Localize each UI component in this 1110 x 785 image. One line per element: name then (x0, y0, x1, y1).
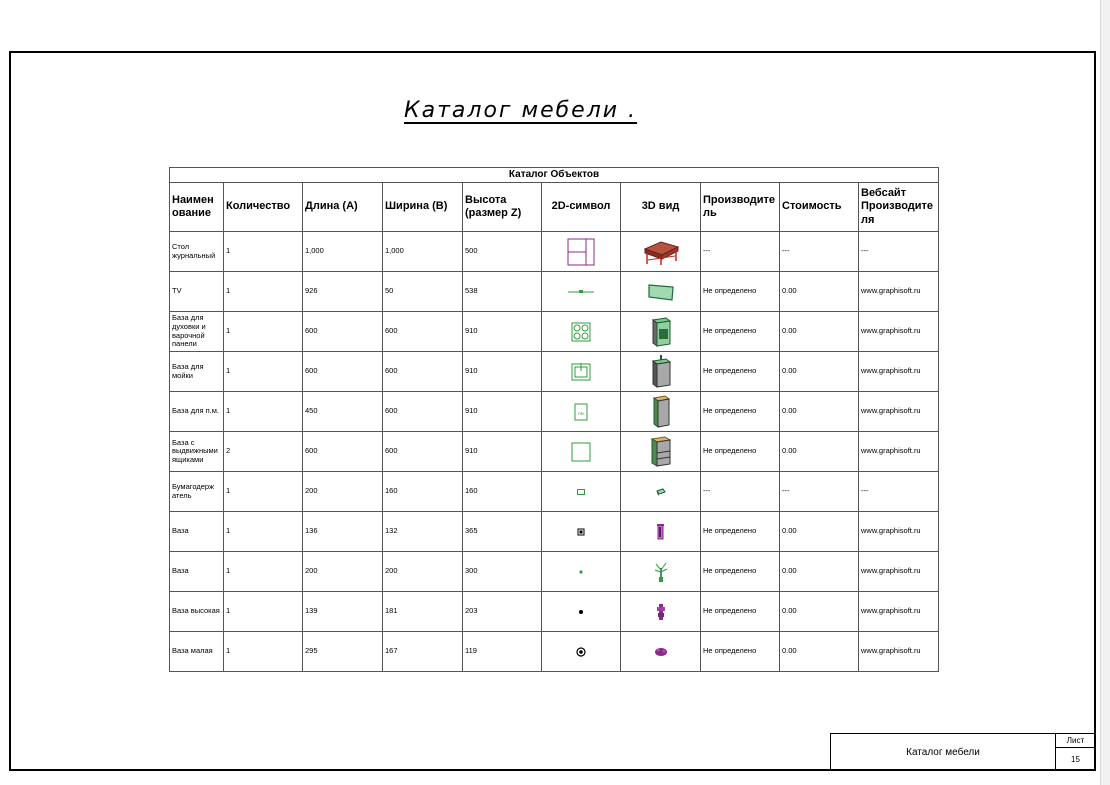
cell-length: 600 (303, 432, 383, 472)
cell-2d-symbol (542, 592, 621, 632)
table-row (170, 632, 939, 672)
cell-name: Ваза (170, 552, 224, 592)
title-block-sheet-number: 15 (1071, 755, 1080, 764)
cell-quantity: 1 (224, 392, 303, 432)
cell-2d-symbol (542, 392, 621, 432)
cell-cost: 0.00 (780, 352, 859, 392)
column-header-website: Вебсайт Производите ля (859, 183, 939, 232)
tv-plan-icon (542, 287, 620, 297)
table-row (170, 312, 939, 352)
cell-width: 1,000 (383, 232, 463, 272)
cell-2d-symbol (542, 552, 621, 592)
cell-3d-view (621, 232, 701, 272)
cell-length: 600 (303, 312, 383, 352)
cell-3d-view (621, 512, 701, 552)
cell-website: www.graphisoft.ru (859, 512, 939, 552)
cell-2d-symbol (542, 232, 621, 272)
table-row (170, 392, 939, 432)
cell-3d-view (621, 272, 701, 312)
cell-2d-symbol (542, 432, 621, 472)
cell-height: 910 (463, 432, 542, 472)
cell-cost: 0.00 (780, 392, 859, 432)
sink-3d-icon (621, 354, 700, 390)
svg-text:пм: пм (578, 410, 584, 416)
cell-manufacturer: --- (701, 472, 780, 512)
cell-height: 365 (463, 512, 542, 552)
cell-website: --- (859, 232, 939, 272)
cell-2d-symbol (542, 352, 621, 392)
cell-quantity: 1 (224, 512, 303, 552)
cell-2d-symbol (542, 632, 621, 672)
vase-3d-icon (621, 522, 700, 542)
cell-website: www.graphisoft.ru (859, 632, 939, 672)
table-row (170, 592, 939, 632)
cell-cost: --- (780, 472, 859, 512)
cell-3d-view (621, 592, 701, 632)
title-block-sheet-label: Лист (1056, 734, 1095, 748)
column-header-quantity: Количество (224, 183, 303, 232)
cell-length: 200 (303, 472, 383, 512)
cell-height: 910 (463, 312, 542, 352)
cell-length: 600 (303, 352, 383, 392)
cell-width: 50 (383, 272, 463, 312)
cell-width: 132 (383, 512, 463, 552)
table-row (170, 552, 939, 592)
cell-height: 119 (463, 632, 542, 672)
cell-cost: --- (780, 232, 859, 272)
cell-length: 295 (303, 632, 383, 672)
cell-name: TV (170, 272, 224, 312)
catalog-table (169, 167, 939, 672)
vase-tall-3d-icon (621, 602, 700, 622)
cell-2d-symbol (542, 272, 621, 312)
cell-name: Ваза (170, 512, 224, 552)
cell-height: 203 (463, 592, 542, 632)
cell-quantity: 1 (224, 472, 303, 512)
cell-website: www.graphisoft.ru (859, 352, 939, 392)
table-row (170, 512, 939, 552)
cell-website: www.graphisoft.ru (859, 312, 939, 352)
cell-cost: 0.00 (780, 432, 859, 472)
vertical-scrollbar[interactable] (1100, 0, 1110, 785)
cell-height: 538 (463, 272, 542, 312)
cell-3d-view (621, 552, 701, 592)
cell-cost: 0.00 (780, 552, 859, 592)
cell-website: www.graphisoft.ru (859, 392, 939, 432)
cell-cost: 0.00 (780, 632, 859, 672)
cell-height: 910 (463, 352, 542, 392)
cell-3d-view (621, 432, 701, 472)
cell-name: База для п.м. (170, 392, 224, 432)
cell-length: 136 (303, 512, 383, 552)
cell-height: 160 (463, 472, 542, 512)
cell-quantity: 1 (224, 632, 303, 672)
cell-manufacturer: Не определено (701, 592, 780, 632)
cell-3d-view (621, 472, 701, 512)
table-row (170, 272, 939, 312)
cell-quantity: 1 (224, 272, 303, 312)
cell-website: www.graphisoft.ru (859, 272, 939, 312)
cell-3d-view (621, 632, 701, 672)
drawer-plan-icon (542, 441, 620, 463)
table-row (170, 232, 939, 272)
cell-width: 600 (383, 352, 463, 392)
cell-website: www.graphisoft.ru (859, 432, 939, 472)
dishwasher-3d-icon (621, 394, 700, 430)
column-header-name: Наимен ование (170, 183, 224, 232)
vase-tall-plan-icon (542, 609, 620, 615)
cell-length: 200 (303, 552, 383, 592)
table-3d-icon (621, 237, 700, 267)
cell-manufacturer: Не определено (701, 552, 780, 592)
vase-small-3d-icon (621, 647, 700, 657)
cell-2d-symbol (542, 512, 621, 552)
cell-width: 600 (383, 312, 463, 352)
cell-name: База с выдвижными ящиками (170, 432, 224, 472)
drawer-3d-icon (621, 435, 700, 469)
sink-plan-icon (542, 361, 620, 383)
vase-plant-3d-icon (621, 560, 700, 584)
cell-3d-view (621, 352, 701, 392)
column-header-cost: Стоимость (780, 183, 859, 232)
cell-quantity: 1 (224, 552, 303, 592)
vase-plan-icon (542, 528, 620, 536)
cell-3d-view (621, 392, 701, 432)
vase-small-plan-icon (542, 647, 620, 657)
cell-name: Стол журнальный (170, 232, 224, 272)
column-header-manufacturer: Производите ль (701, 183, 780, 232)
title-block-sheet-name: Каталог мебели (831, 734, 1056, 771)
cell-length: 926 (303, 272, 383, 312)
cell-height: 300 (463, 552, 542, 592)
cell-2d-symbol (542, 312, 621, 352)
table-row (170, 432, 939, 472)
cell-width: 160 (383, 472, 463, 512)
cell-length: 139 (303, 592, 383, 632)
dishwasher-plan-icon (542, 402, 620, 422)
cell-name: Бумагодерж атель (170, 472, 224, 512)
cell-name: Ваза высокая (170, 592, 224, 632)
cell-cost: 0.00 (780, 312, 859, 352)
cell-manufacturer: Не определено (701, 392, 780, 432)
cell-manufacturer: Не определено (701, 272, 780, 312)
cell-manufacturer: Не определено (701, 432, 780, 472)
table-row (170, 352, 939, 392)
cell-manufacturer: --- (701, 232, 780, 272)
cell-manufacturer: Не определено (701, 632, 780, 672)
cell-name: Ваза малая (170, 632, 224, 672)
cell-2d-symbol (542, 472, 621, 512)
table-caption: Каталог Объектов (170, 168, 939, 183)
cell-width: 600 (383, 392, 463, 432)
paper-holder-plan-icon (542, 488, 620, 496)
column-header-2d-symbol: 2D-символ (542, 183, 621, 232)
table-row (170, 472, 939, 512)
table-plan-icon (542, 237, 620, 267)
column-header-width: Ширина (B) (383, 183, 463, 232)
cell-manufacturer: Не определено (701, 512, 780, 552)
cell-cost: 0.00 (780, 512, 859, 552)
cell-width: 200 (383, 552, 463, 592)
column-header-height: Высота (размер Z) (463, 183, 542, 232)
cell-length: 1,000 (303, 232, 383, 272)
cell-quantity: 1 (224, 312, 303, 352)
cell-cost: 0.00 (780, 592, 859, 632)
cell-manufacturer: Не определено (701, 312, 780, 352)
column-header-3d-view: 3D вид (621, 183, 701, 232)
cell-cost: 0.00 (780, 272, 859, 312)
cell-name: База для мойки (170, 352, 224, 392)
cell-width: 167 (383, 632, 463, 672)
cell-width: 181 (383, 592, 463, 632)
cell-quantity: 2 (224, 432, 303, 472)
cell-quantity: 1 (224, 232, 303, 272)
cell-website: --- (859, 472, 939, 512)
title-block (830, 733, 1095, 771)
cell-name: База для духовки и варочной панели (170, 312, 224, 352)
stove-plan-icon (542, 321, 620, 343)
paper-holder-3d-icon (621, 487, 700, 497)
tv-3d-icon (621, 281, 700, 303)
cell-website: www.graphisoft.ru (859, 552, 939, 592)
cell-height: 500 (463, 232, 542, 272)
stove-3d-icon (621, 315, 700, 349)
cell-3d-view (621, 312, 701, 352)
cell-length: 450 (303, 392, 383, 432)
cell-quantity: 1 (224, 352, 303, 392)
cell-quantity: 1 (224, 592, 303, 632)
cell-manufacturer: Не определено (701, 352, 780, 392)
page-title: Каталог мебели . (404, 98, 638, 123)
cell-height: 910 (463, 392, 542, 432)
cell-website: www.graphisoft.ru (859, 592, 939, 632)
column-header-length: Длина (A) (303, 183, 383, 232)
vase-green-plan-icon (542, 569, 620, 575)
cell-width: 600 (383, 432, 463, 472)
